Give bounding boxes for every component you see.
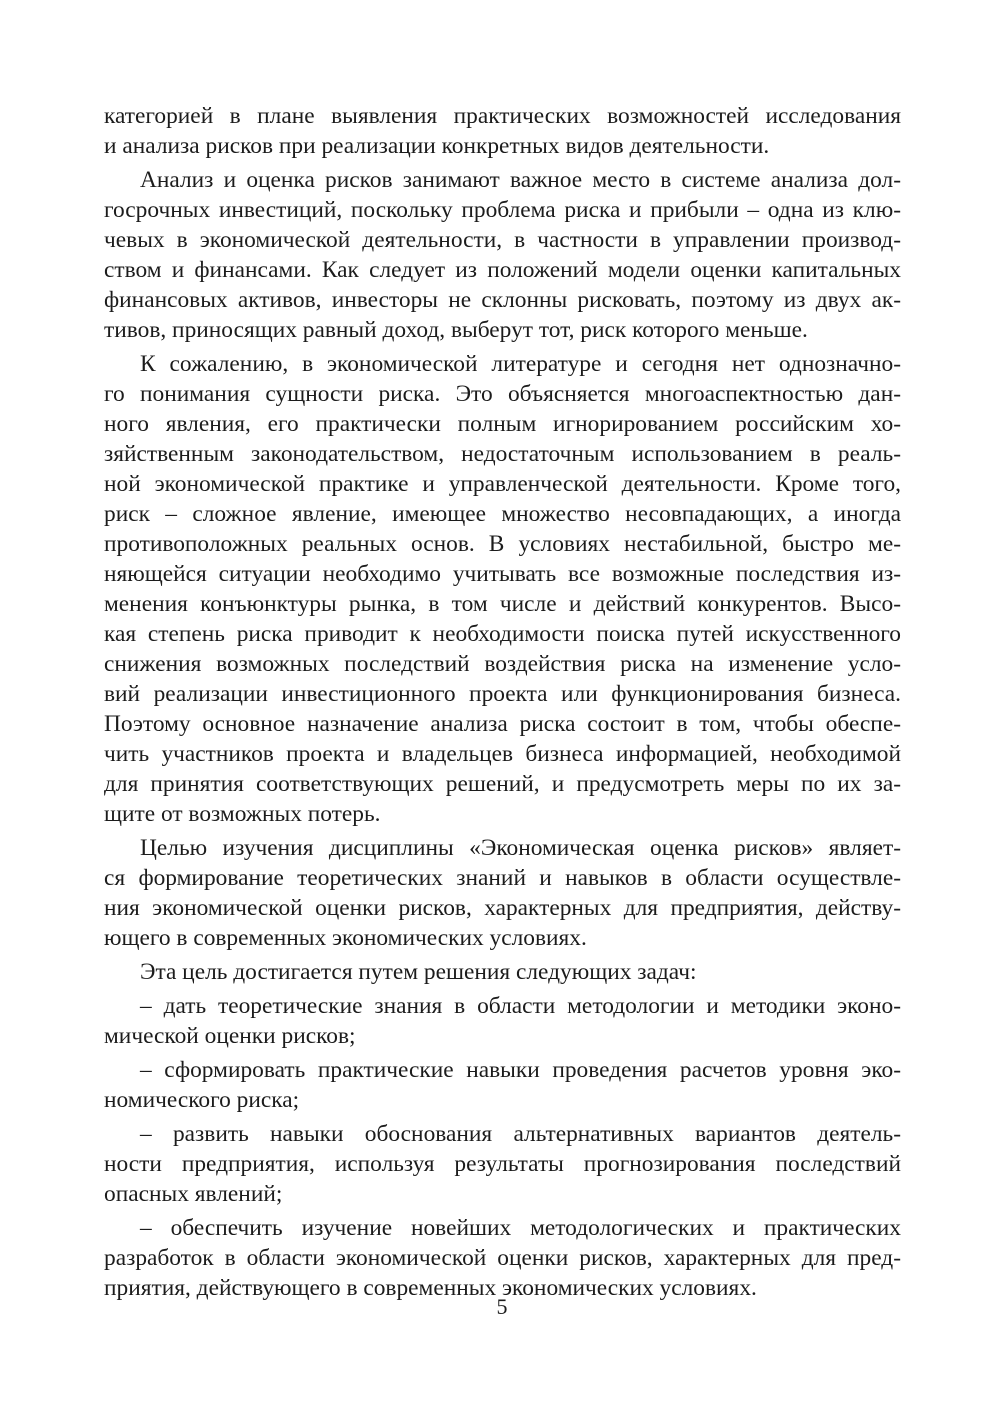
text-line: номического риска; — [104, 1087, 300, 1113]
text-line: няющейся ситуации необходимо учитывать все возможные последствия из- — [104, 561, 901, 587]
text-line: вий реализации инвестиционного проекта или функционирования бизнеса. — [104, 681, 901, 707]
text-line: щите от возможных потерь. — [104, 801, 381, 827]
text-line: менения конъюнктуры рынка, в том числе и действий конкурентов. Высо- — [104, 591, 901, 617]
text-line: зяйственным законодательством, недостаточным использованием в реаль- — [104, 441, 901, 467]
text-line: ния экономической оценки рисков, характерных для предприятия, действу- — [104, 895, 901, 921]
text-line: Целью изучения дисциплины «Экономическая оценка рисков» являет- — [140, 835, 901, 861]
list-item-task-3 — [104, 1119, 901, 1209]
text-line: чевых в экономической деятельности, в частности в управлении производ- — [104, 227, 901, 253]
text-line: опасных явлений; — [104, 1181, 283, 1207]
text-line: ством и финансами. Как следует из положений модели оценки капитальных — [104, 257, 901, 283]
paragraph-course-goal — [104, 833, 901, 953]
text-line: ся формирование теоретических знаний и навыков в области осуществле- — [104, 865, 901, 891]
text-line: ной экономической практике и управленческой деятельности. Кроме того, — [104, 471, 901, 497]
paragraph-risk-analysis-importance — [104, 165, 901, 345]
text-line: – обеспечить изучение новейших методологических и практических — [140, 1215, 901, 1241]
body-text — [104, 101, 901, 1307]
page-number: 5 — [496, 1294, 508, 1319]
list-item-task-1 — [104, 991, 901, 1051]
text-line: го понимания сущности риска. Это объясняется многоаспектностью дан- — [104, 381, 901, 407]
text-line: – развить навыки обоснования альтернативных вариантов деятель- — [140, 1121, 901, 1147]
text-line: Эта цель достигается путем решения следующих задач: — [140, 959, 697, 985]
text-line: разработок в области экономической оценки рисков, характерных для пред- — [104, 1245, 901, 1271]
text-line: риск – сложное явление, имеющее множество несовпадающих, а иногда — [104, 501, 901, 527]
text-line: ности предприятия, используя результаты прогнозирования последствий — [104, 1151, 901, 1177]
text-line: финансовых активов, инвесторы не склонны рисковать, поэтому из двух ак- — [104, 287, 901, 313]
text-line: для принятия соответствующих решений, и предусмотреть меры по их за- — [104, 771, 901, 797]
paragraph-risk-understanding — [104, 349, 901, 829]
text-line: Поэтому основное назначение анализа риска состоит в том, чтобы обеспе- — [104, 711, 901, 737]
paragraph-tasks-intro — [104, 957, 901, 987]
text-line: приятия, действующего в современных экономических условиях. — [104, 1275, 757, 1301]
text-line: – сформировать практические навыки проведения расчетов уровня эко- — [140, 1057, 901, 1083]
text-line: и анализа рисков при реализации конкретных видов деятельности. — [104, 133, 770, 159]
text-line: тивов, приносящих равный доход, выберут тот, риск которого меньше. — [104, 317, 808, 343]
text-line: противоположных реальных основ. В условиях нестабильной, быстро ме- — [104, 531, 901, 557]
text-line: К сожалению, в экономической литературе и сегодня нет однозначно- — [140, 351, 901, 377]
list-item-task-4 — [104, 1213, 901, 1303]
text-line: – дать теоретические знания в области методологии и методики эконо- — [140, 993, 901, 1019]
paragraph-risk-category-continuation — [104, 101, 901, 161]
text-line: снижения возможных последствий воздействия риска на изменение усло- — [104, 651, 901, 677]
text-line: Анализ и оценка рисков занимают важное место в системе анализа дол- — [140, 167, 901, 193]
text-line: кая степень риска приводит к необходимости поиска путей искусственного — [104, 621, 901, 647]
text-line: ного явления, его практически полным игнорированием российским хо- — [104, 411, 901, 437]
list-item-task-2 — [104, 1055, 901, 1115]
text-line: чить участников проекта и владельцев бизнеса информацией, необходимой — [104, 741, 901, 767]
text-line: госрочных инвестиций, поскольку проблема риска и прибыли – одна из клю- — [104, 197, 901, 223]
text-line: мической оценки рисков; — [104, 1023, 356, 1049]
text-line: ющего в современных экономических условиях. — [104, 925, 587, 951]
text-line: категорией в плане выявления практических возможностей исследования — [104, 103, 901, 129]
